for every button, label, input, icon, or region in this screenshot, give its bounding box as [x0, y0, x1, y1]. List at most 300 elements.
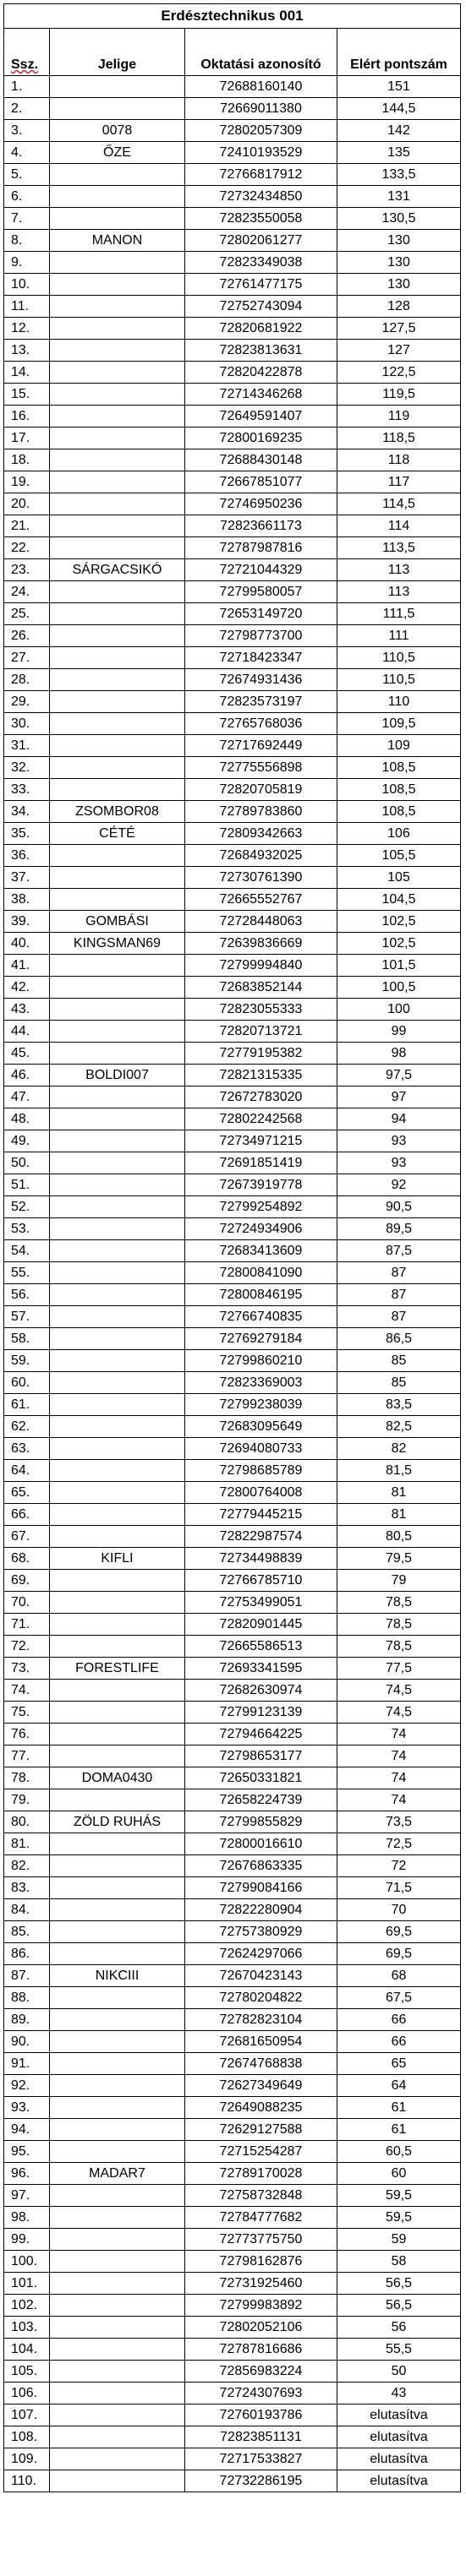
row-number: 42. — [4, 977, 50, 999]
jelige — [50, 1943, 185, 1965]
jelige — [50, 1899, 185, 1921]
oktatasi-azonosito: 72718423347 — [185, 647, 337, 669]
elert-pontszam: 72,5 — [337, 1833, 461, 1855]
jelige — [50, 1745, 185, 1767]
row-number: 94. — [4, 2119, 50, 2141]
elert-pontszam: 87 — [337, 1284, 461, 1306]
row-number: 25. — [4, 603, 50, 625]
table-row — [4, 2361, 461, 2383]
table-row — [4, 1724, 461, 1745]
jelige — [50, 2295, 185, 2317]
elert-pontszam: 59,5 — [337, 2207, 461, 2229]
table-row — [4, 2339, 461, 2361]
row-number: 32. — [4, 757, 50, 779]
jelige: KIFLI — [50, 1548, 185, 1570]
row-number: 80. — [4, 1811, 50, 1833]
row-number: 88. — [4, 1987, 50, 2009]
jelige — [50, 2053, 185, 2075]
row-number: 108. — [4, 2426, 50, 2448]
row-number: 6. — [4, 186, 50, 208]
elert-pontszam: 101,5 — [337, 955, 461, 977]
table-row — [4, 1702, 461, 1724]
elert-pontszam: 98 — [337, 1043, 461, 1065]
jelige: FORESTLIFE — [50, 1658, 185, 1680]
elert-pontszam: 100 — [337, 999, 461, 1021]
table-row — [4, 1021, 461, 1043]
oktatasi-azonosito: 72724934906 — [185, 1218, 337, 1240]
oktatasi-azonosito: 72798162876 — [185, 2251, 337, 2273]
jelige — [50, 889, 185, 911]
row-number: 56. — [4, 1284, 50, 1306]
table-row — [4, 2207, 461, 2229]
row-number: 87. — [4, 1965, 50, 1987]
elert-pontszam: 108,5 — [337, 779, 461, 801]
table-row — [4, 1921, 461, 1943]
row-number: 14. — [4, 362, 50, 384]
row-number: 55. — [4, 1262, 50, 1284]
oktatasi-azonosito: 72766740835 — [185, 1306, 337, 1328]
jelige — [50, 98, 185, 120]
row-number: 11. — [4, 296, 50, 318]
elert-pontszam: 118,5 — [337, 428, 461, 449]
elert-pontszam: 56,5 — [337, 2295, 461, 2317]
elert-pontszam: 122,5 — [337, 362, 461, 384]
jelige: MADAR7 — [50, 2163, 185, 2185]
elert-pontszam: 50 — [337, 2361, 461, 2383]
elert-pontszam: 80,5 — [337, 1526, 461, 1548]
row-number: 81. — [4, 1833, 50, 1855]
jelige — [50, 1394, 185, 1416]
table-row — [4, 1833, 461, 1855]
elert-pontszam: 130 — [337, 274, 461, 296]
elert-pontszam: 131 — [337, 186, 461, 208]
row-number: 58. — [4, 1328, 50, 1350]
oktatasi-azonosito: 72681650954 — [185, 2031, 337, 2053]
row-number: 45. — [4, 1043, 50, 1065]
jelige — [50, 1284, 185, 1306]
elert-pontszam: 82,5 — [337, 1416, 461, 1438]
table-row — [4, 98, 461, 120]
row-number: 62. — [4, 1416, 50, 1438]
table-row — [4, 1570, 461, 1592]
table-row — [4, 2185, 461, 2207]
jelige — [50, 318, 185, 340]
row-number: 31. — [4, 735, 50, 757]
table-row — [4, 493, 461, 515]
elert-pontszam: 105,5 — [337, 845, 461, 867]
elert-pontszam: 130,5 — [337, 208, 461, 230]
elert-pontszam: 78,5 — [337, 1592, 461, 1614]
table-row — [4, 1152, 461, 1174]
jelige — [50, 449, 185, 471]
oktatasi-azonosito: 72721044329 — [185, 559, 337, 581]
results-table — [3, 3, 461, 2492]
table-row — [4, 1306, 461, 1328]
row-number: 29. — [4, 691, 50, 713]
table-row — [4, 1855, 461, 1877]
table-row — [4, 669, 461, 691]
table-row — [4, 647, 461, 669]
elert-pontszam: 74 — [337, 1724, 461, 1745]
elert-pontszam: 78,5 — [337, 1614, 461, 1636]
elert-pontszam: 87 — [337, 1262, 461, 1284]
elert-pontszam: 56 — [337, 2317, 461, 2339]
row-number: 12. — [4, 318, 50, 340]
oktatasi-azonosito: 72823851131 — [185, 2426, 337, 2448]
elert-pontszam: 97,5 — [337, 1065, 461, 1086]
elert-pontszam: 89,5 — [337, 1218, 461, 1240]
elert-pontszam: 106 — [337, 823, 461, 845]
oktatasi-azonosito: 72775556898 — [185, 757, 337, 779]
table-row — [4, 164, 461, 186]
elert-pontszam: elutasítva — [337, 2426, 461, 2448]
elert-pontszam: 64 — [337, 2075, 461, 2097]
table-row — [4, 1416, 461, 1438]
table-row — [4, 318, 461, 340]
elert-pontszam: 87 — [337, 1306, 461, 1328]
oktatasi-azonosito: 72693341595 — [185, 1658, 337, 1680]
elert-pontszam: 92 — [337, 1174, 461, 1196]
table-row — [4, 515, 461, 537]
table-row — [4, 296, 461, 318]
elert-pontszam: 74,5 — [337, 1702, 461, 1724]
row-number: 51. — [4, 1174, 50, 1196]
jelige — [50, 2229, 185, 2251]
row-number: 44. — [4, 1021, 50, 1043]
jelige — [50, 1855, 185, 1877]
row-number: 99. — [4, 2229, 50, 2251]
row-number: 64. — [4, 1460, 50, 1482]
elert-pontszam: 110,5 — [337, 669, 461, 691]
elert-pontszam: 77,5 — [337, 1658, 461, 1680]
elert-pontszam: 130 — [337, 230, 461, 252]
row-number: 23. — [4, 559, 50, 581]
elert-pontszam: 71,5 — [337, 1877, 461, 1899]
row-number: 10. — [4, 274, 50, 296]
oktatasi-azonosito: 72760193786 — [185, 2404, 337, 2426]
jelige: KINGSMAN69 — [50, 933, 185, 955]
oktatasi-azonosito: 72765768036 — [185, 713, 337, 735]
row-number: 19. — [4, 471, 50, 493]
jelige — [50, 2009, 185, 2031]
oktatasi-azonosito: 72780204822 — [185, 1987, 337, 2009]
row-number: 103. — [4, 2317, 50, 2339]
table-row — [4, 2075, 461, 2097]
jelige — [50, 1987, 185, 2009]
row-number: 95. — [4, 2141, 50, 2163]
table-row — [4, 1504, 461, 1526]
row-number: 24. — [4, 581, 50, 603]
jelige — [50, 1570, 185, 1592]
oktatasi-azonosito: 72799123139 — [185, 1702, 337, 1724]
row-number: 107. — [4, 2404, 50, 2426]
row-number: 67. — [4, 1526, 50, 1548]
jelige — [50, 867, 185, 889]
oktatasi-azonosito: 72624297066 — [185, 1943, 337, 1965]
oktatasi-azonosito: 72823369003 — [185, 1372, 337, 1394]
table-row — [4, 1394, 461, 1416]
jelige — [50, 2383, 185, 2404]
elert-pontszam: 102,5 — [337, 911, 461, 933]
elert-pontszam: 79 — [337, 1570, 461, 1592]
elert-pontszam: 85 — [337, 1372, 461, 1394]
row-number: 86. — [4, 1943, 50, 1965]
oktatasi-azonosito: 72676863335 — [185, 1855, 337, 1877]
oktatasi-azonosito: 72673919778 — [185, 1174, 337, 1196]
table-row — [4, 977, 461, 999]
table-row — [4, 1438, 461, 1460]
table-row — [4, 1789, 461, 1811]
table-row — [4, 1328, 461, 1350]
row-number: 63. — [4, 1438, 50, 1460]
row-number: 26. — [4, 625, 50, 647]
oktatasi-azonosito: 72667851077 — [185, 471, 337, 493]
oktatasi-azonosito: 72714346268 — [185, 384, 337, 406]
table-row — [4, 1130, 461, 1152]
oktatasi-azonosito: 72629127588 — [185, 2119, 337, 2141]
table-row — [4, 1284, 461, 1306]
oktatasi-azonosito: 72823349038 — [185, 252, 337, 274]
oktatasi-azonosito: 72669011380 — [185, 98, 337, 120]
table-title: Erdésztechnikus 001 — [4, 4, 461, 29]
oktatasi-azonosito: 72732286195 — [185, 2470, 337, 2492]
elert-pontszam: 60 — [337, 2163, 461, 2185]
elert-pontszam: 43 — [337, 2383, 461, 2404]
row-number: 61. — [4, 1394, 50, 1416]
table-row — [4, 1526, 461, 1548]
table-row — [4, 230, 461, 252]
jelige — [50, 757, 185, 779]
row-number: 75. — [4, 1702, 50, 1724]
jelige — [50, 845, 185, 867]
table-row — [4, 1086, 461, 1108]
jelige — [50, 2031, 185, 2053]
header-pontszam: Elért pontszám — [337, 29, 461, 76]
jelige — [50, 1724, 185, 1745]
row-number: 106. — [4, 2383, 50, 2404]
oktatasi-azonosito: 72766785710 — [185, 1570, 337, 1592]
elert-pontszam: 104,5 — [337, 889, 461, 911]
jelige — [50, 2251, 185, 2273]
table-row — [4, 1460, 461, 1482]
row-number: 90. — [4, 2031, 50, 2053]
jelige: BOLDI007 — [50, 1065, 185, 1086]
elert-pontszam: 113 — [337, 581, 461, 603]
table-row — [4, 1592, 461, 1614]
jelige: GOMBÁSI — [50, 911, 185, 933]
row-number: 79. — [4, 1789, 50, 1811]
elert-pontszam: 69,5 — [337, 1943, 461, 1965]
elert-pontszam: 144,5 — [337, 98, 461, 120]
table-row — [4, 1965, 461, 1987]
elert-pontszam: 81 — [337, 1482, 461, 1504]
oktatasi-azonosito: 72799254892 — [185, 1196, 337, 1218]
row-number: 46. — [4, 1065, 50, 1086]
table-row — [4, 2295, 461, 2317]
table-row — [4, 801, 461, 823]
oktatasi-azonosito: 72802052106 — [185, 2317, 337, 2339]
table-row — [4, 581, 461, 603]
table-row — [4, 1767, 461, 1789]
table-row — [4, 2404, 461, 2426]
jelige: DOMA0430 — [50, 1767, 185, 1789]
oktatasi-azonosito: 72802057309 — [185, 120, 337, 142]
oktatasi-azonosito: 72823573197 — [185, 691, 337, 713]
row-number: 91. — [4, 2053, 50, 2075]
elert-pontszam: 119 — [337, 406, 461, 428]
row-number: 54. — [4, 1240, 50, 1262]
table-row — [4, 384, 461, 406]
jelige: ZÖLD RUHÁS — [50, 1811, 185, 1833]
oktatasi-azonosito: 72779195382 — [185, 1043, 337, 1065]
row-number: 78. — [4, 1767, 50, 1789]
oktatasi-azonosito: 72649088235 — [185, 2097, 337, 2119]
jelige — [50, 1921, 185, 1943]
oktatasi-azonosito: 72799580057 — [185, 581, 337, 603]
row-number: 110. — [4, 2470, 50, 2492]
jelige — [50, 1438, 185, 1460]
row-number: 52. — [4, 1196, 50, 1218]
oktatasi-azonosito: 72724307693 — [185, 2383, 337, 2404]
oktatasi-azonosito: 72799238039 — [185, 1394, 337, 1416]
oktatasi-azonosito: 72820901445 — [185, 1614, 337, 1636]
table-row — [4, 867, 461, 889]
jelige — [50, 1350, 185, 1372]
header-azonosito: Oktatási azonosító — [185, 29, 337, 76]
elert-pontszam: 69,5 — [337, 1921, 461, 1943]
oktatasi-azonosito: 72665552767 — [185, 889, 337, 911]
oktatasi-azonosito: 72717692449 — [185, 735, 337, 757]
jelige — [50, 428, 185, 449]
row-number: 89. — [4, 2009, 50, 2031]
table-row — [4, 999, 461, 1021]
jelige — [50, 1614, 185, 1636]
oktatasi-azonosito: 72649591407 — [185, 406, 337, 428]
oktatasi-azonosito: 72856983224 — [185, 2361, 337, 2383]
row-number: 98. — [4, 2207, 50, 2229]
oktatasi-azonosito: 72799855829 — [185, 1811, 337, 1833]
table-row — [4, 1680, 461, 1702]
jelige — [50, 2470, 185, 2492]
elert-pontszam: 73,5 — [337, 1811, 461, 1833]
jelige — [50, 1702, 185, 1724]
oktatasi-azonosito: 72800841090 — [185, 1262, 337, 1284]
oktatasi-azonosito: 72674768838 — [185, 2053, 337, 2075]
oktatasi-azonosito: 72715254287 — [185, 2141, 337, 2163]
header-row — [4, 29, 461, 76]
oktatasi-azonosito: 72753499051 — [185, 1592, 337, 1614]
oktatasi-azonosito: 72784777682 — [185, 2207, 337, 2229]
jelige — [50, 2404, 185, 2426]
elert-pontszam: 79,5 — [337, 1548, 461, 1570]
jelige — [50, 647, 185, 669]
table-row — [4, 2229, 461, 2251]
table-row — [4, 1262, 461, 1284]
table-row — [4, 2251, 461, 2273]
oktatasi-azonosito: 72752743094 — [185, 296, 337, 318]
jelige — [50, 537, 185, 559]
elert-pontszam: 128 — [337, 296, 461, 318]
jelige — [50, 296, 185, 318]
oktatasi-azonosito: 72670423143 — [185, 1965, 337, 1987]
oktatasi-azonosito: 72823661173 — [185, 515, 337, 537]
elert-pontszam: 127 — [337, 340, 461, 362]
oktatasi-azonosito: 72800169235 — [185, 428, 337, 449]
row-number: 38. — [4, 889, 50, 911]
elert-pontszam: 66 — [337, 2009, 461, 2031]
table-row — [4, 603, 461, 625]
table-row — [4, 340, 461, 362]
jelige — [50, 340, 185, 362]
elert-pontszam: 87,5 — [337, 1240, 461, 1262]
oktatasi-azonosito: 72650331821 — [185, 1767, 337, 1789]
jelige — [50, 1592, 185, 1614]
oktatasi-azonosito: 72820713721 — [185, 1021, 337, 1043]
table-row — [4, 2426, 461, 2448]
oktatasi-azonosito: 72757380929 — [185, 1921, 337, 1943]
jelige — [50, 1482, 185, 1504]
oktatasi-azonosito: 72683095649 — [185, 1416, 337, 1438]
elert-pontszam: 108,5 — [337, 801, 461, 823]
table-row — [4, 120, 461, 142]
table-row — [4, 1350, 461, 1372]
jelige — [50, 735, 185, 757]
elert-pontszam: elutasítva — [337, 2448, 461, 2470]
table-row — [4, 779, 461, 801]
row-number: 33. — [4, 779, 50, 801]
row-number: 102. — [4, 2295, 50, 2317]
row-number: 36. — [4, 845, 50, 867]
jelige — [50, 406, 185, 428]
elert-pontszam: 108,5 — [337, 757, 461, 779]
table-row — [4, 2273, 461, 2295]
jelige — [50, 2141, 185, 2163]
oktatasi-azonosito: 72746950236 — [185, 493, 337, 515]
elert-pontszam: 74 — [337, 1767, 461, 1789]
oktatasi-azonosito: 72799994840 — [185, 955, 337, 977]
table-row — [4, 208, 461, 230]
jelige — [50, 1196, 185, 1218]
oktatasi-azonosito: 72758732848 — [185, 2185, 337, 2207]
jelige — [50, 581, 185, 603]
row-number: 105. — [4, 2361, 50, 2383]
elert-pontszam: 117 — [337, 471, 461, 493]
jelige — [50, 76, 185, 98]
jelige — [50, 603, 185, 625]
oktatasi-azonosito: 72800846195 — [185, 1284, 337, 1306]
row-number: 9. — [4, 252, 50, 274]
elert-pontszam: 83,5 — [337, 1394, 461, 1416]
jelige — [50, 208, 185, 230]
elert-pontszam: 56,5 — [337, 2273, 461, 2295]
oktatasi-azonosito: 72800764008 — [185, 1482, 337, 1504]
jelige — [50, 1680, 185, 1702]
row-number: 43. — [4, 999, 50, 1021]
table-row — [4, 625, 461, 647]
row-number: 96. — [4, 2163, 50, 2185]
oktatasi-azonosito: 72820422878 — [185, 362, 337, 384]
jelige — [50, 779, 185, 801]
row-number: 100. — [4, 2251, 50, 2273]
table-row — [4, 1745, 461, 1767]
header-ssz: Ssz. — [4, 29, 50, 76]
table-row — [4, 428, 461, 449]
row-number: 41. — [4, 955, 50, 977]
oktatasi-azonosito: 72734498839 — [185, 1548, 337, 1570]
row-number: 3. — [4, 120, 50, 142]
jelige — [50, 1306, 185, 1328]
oktatasi-azonosito: 72802061277 — [185, 230, 337, 252]
